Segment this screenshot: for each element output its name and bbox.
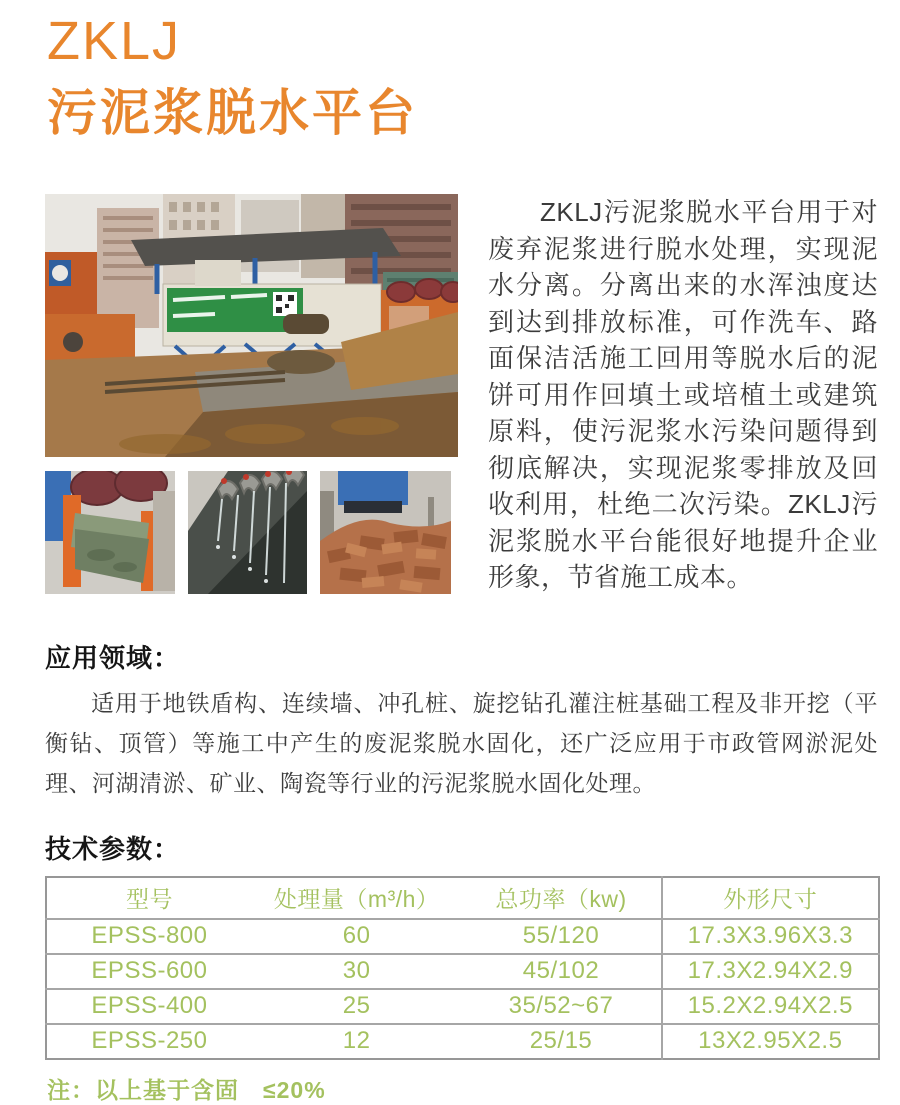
cell-model: EPSS-800 — [46, 919, 252, 954]
cell-power: 35/52~67 — [461, 989, 661, 1024]
intro-section — [45, 194, 880, 596]
cell-dimensions: 15.2X2.94X2.5 — [662, 989, 879, 1024]
column-header-capacity: 处理量（m³/h） — [273, 886, 440, 912]
spec-footnote: 注：以上基于含固 ≤20% — [47, 1076, 326, 1103]
table-row — [46, 1024, 879, 1059]
thumb-photo-2 — [188, 471, 307, 594]
cell-capacity: 60 — [252, 919, 461, 954]
cell-dimensions: 17.3X3.96X3.3 — [662, 919, 879, 954]
cell-dimensions: 13X2.95X2.5 — [662, 1024, 879, 1059]
cell-power: 45/102 — [461, 954, 661, 989]
thumb-photo-3 — [320, 471, 451, 594]
specs-heading: 技术参数： — [45, 833, 181, 864]
application-heading: 应用领域： — [45, 642, 181, 673]
cell-model: EPSS-600 — [46, 954, 252, 989]
cell-capacity: 30 — [252, 954, 461, 989]
column-header-power: 总功率（kw) — [495, 886, 627, 912]
thumbnail-row — [45, 471, 458, 594]
brand-logo-text: ZKLJ — [47, 11, 182, 71]
table-row — [46, 954, 879, 989]
column-header-model: 型号 — [125, 886, 173, 912]
cell-power: 55/120 — [461, 919, 661, 954]
table-row — [46, 919, 879, 954]
table-row — [46, 989, 879, 1024]
application-paragraph: 适用于地铁盾构、连续墙、冲孔桩、旋挖钻孔灌注桩基础工程及非开挖（平衡钻、顶管）等施工中产生的废泥浆脱水固化，还广泛应用于市政管网淤泥处理、河湖清淤、矿业、陶瓷等行业的污泥浆脱水固化处理。 — [45, 689, 878, 796]
cell-model: EPSS-250 — [46, 1024, 252, 1059]
cell-model: EPSS-400 — [46, 989, 252, 1024]
column-header-dimensions: 外形尺寸 — [662, 877, 879, 919]
spec-table-header-row — [46, 877, 879, 919]
cell-power: 25/15 — [461, 1024, 661, 1059]
spec-table — [45, 876, 880, 1060]
intro-paragraph: ZKLJ污泥浆脱水平台用于对废弃泥浆进行脱水处理，实现泥水分离。分离出来的水浑浊度达到达到排放标准，可作洗车、路面保洁活施工回用等脱水后的泥饼可用作回填土或培植土或建筑原料，使污泥浆水污染问题得到彻底解决，实现泥浆零排放及回收利用，杜绝二次污染。ZKLJ污泥浆脱水平台能很好地提升企业形象，节省施工成本。 — [488, 197, 878, 592]
photo-collage — [45, 194, 458, 596]
cell-capacity: 12 — [252, 1024, 461, 1059]
cell-dimensions: 17.3X2.94X2.9 — [662, 954, 879, 989]
page-title: 污泥浆脱水平台 — [47, 85, 418, 141]
main-photo — [45, 194, 458, 457]
cell-capacity: 25 — [252, 989, 461, 1024]
thumb-photo-1 — [45, 471, 175, 594]
